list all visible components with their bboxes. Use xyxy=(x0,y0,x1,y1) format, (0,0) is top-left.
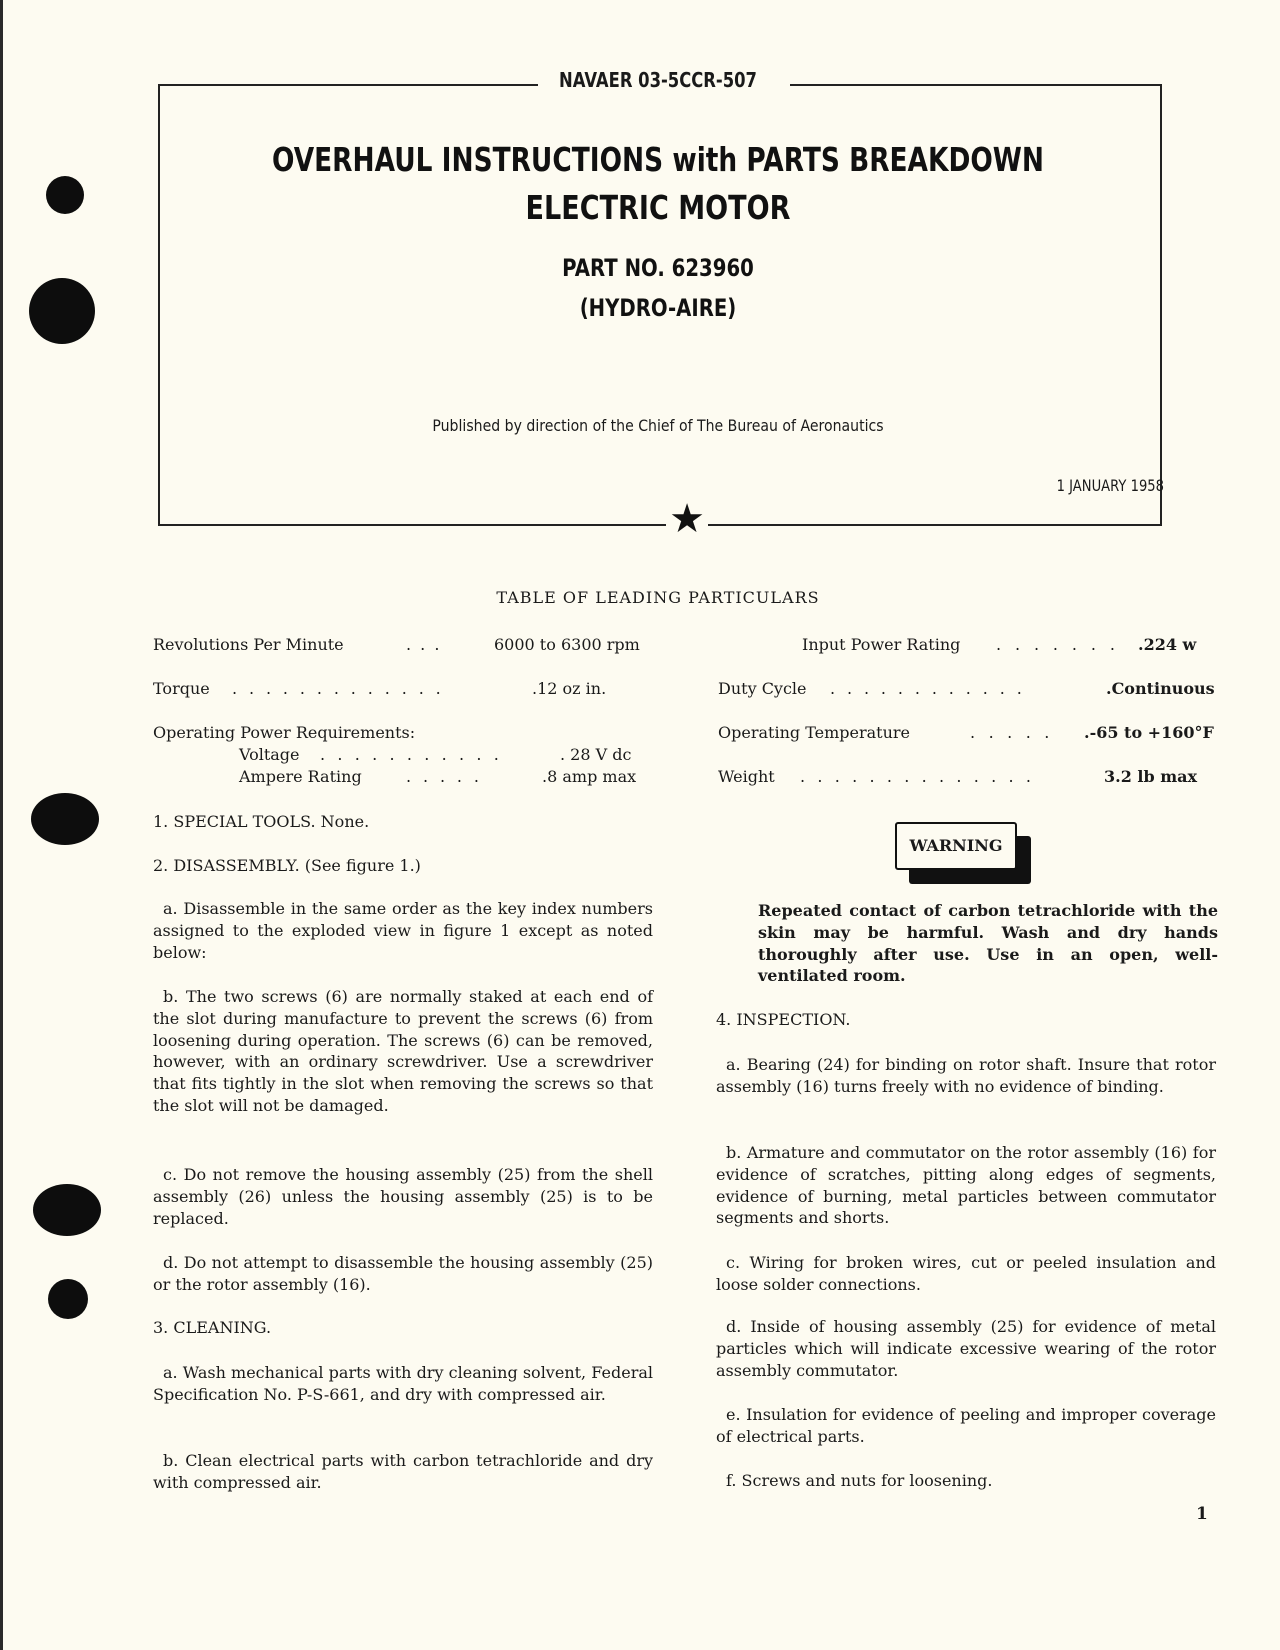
inspection-step-a: a. Bearing (24) for binding on rotor shaft. Insure that rotor assembly (16) turns freely with no evidence of binding. xyxy=(716,1055,1216,1096)
document-title: OVERHAUL INSTRUCTIONS with PARTS BREAKDOWN xyxy=(271,140,1045,179)
section-cleaning-heading: 3. CLEANING. xyxy=(153,1318,272,1337)
spec-value: .224 w xyxy=(1138,635,1197,654)
warning-text: Repeated contact of carbon tetrachloride with the skin may be harmful. Wash and dry hands thoroughly after use. Use in an open, well-ventilated room. xyxy=(758,901,1218,986)
section-disassembly-heading: 2. DISASSEMBLY. (See figure 1.) xyxy=(153,856,421,875)
spec-label: Ampere Rating xyxy=(239,767,362,786)
document-subject: ELECTRIC MOTOR xyxy=(525,188,791,227)
binder-hole xyxy=(48,1279,88,1319)
spec-dots: . . . . . xyxy=(970,723,1054,742)
spec-value: .-65 to +160°F xyxy=(1084,723,1214,742)
spec-value: 3.2 lb max xyxy=(1104,767,1198,786)
inspection-step-f: f. Screws and nuts for loosening. xyxy=(726,1471,993,1490)
document-number: NAVAER 03-5CCR-507 xyxy=(559,68,757,92)
spec-dots: . . . . . xyxy=(406,767,483,786)
spec-label: Input Power Rating xyxy=(802,635,961,654)
spec-dots: . . . . . . . . . . . . . . xyxy=(800,767,1035,786)
disassembly-step-a: a. Disassemble in the same order as the key index numbers assigned to the exploded view in figure 1 except as noted below: xyxy=(153,899,653,962)
spec-dots: . . . . . . . . . . . xyxy=(320,745,503,764)
spec-dots: . . . . . . . . . . . . xyxy=(830,679,1026,698)
spec-value: 6000 to 6300 rpm xyxy=(494,635,640,654)
page-number: 1 xyxy=(1196,1504,1208,1524)
binder-hole xyxy=(46,176,84,214)
publication-date: 1 JANUARY 1958 xyxy=(1056,476,1164,495)
page-spine-edge xyxy=(0,0,3,1650)
leading-particulars-title: TABLE OF LEADING PARTICULARS xyxy=(496,588,820,607)
spec-value: .Continuous xyxy=(1106,679,1215,698)
warning-label: WARNING xyxy=(895,822,1017,870)
spec-dots: . . . . . . . . . . . . . xyxy=(232,679,445,698)
spec-dots: . . . xyxy=(406,635,442,654)
section-special-tools: 1. SPECIAL TOOLS. None. xyxy=(153,812,370,831)
part-number: PART NO. 623960 xyxy=(562,254,754,282)
spec-label: Torque xyxy=(153,679,210,698)
cleaning-step-b: b. Clean electrical parts with carbon tetrachloride and dry with compressed air. xyxy=(153,1451,653,1492)
spec-value: .8 amp max xyxy=(542,767,637,786)
spec-label: Operating Power Requirements: xyxy=(153,723,416,742)
publisher-line: Published by direction of the Chief of The Bureau of Aeronautics xyxy=(432,416,884,435)
spec-label: Weight xyxy=(718,767,775,786)
manufacturer: (HYDRO-AIRE) xyxy=(579,294,737,322)
section-inspection-heading: 4. INSPECTION. xyxy=(716,1010,851,1029)
inspection-step-e: e. Insulation for evidence of peeling and improper coverage of electrical parts. xyxy=(716,1405,1216,1446)
inspection-step-c: c. Wiring for broken wires, cut or peeled insulation and loose solder connections. xyxy=(716,1253,1216,1294)
spec-label: Voltage xyxy=(239,745,300,764)
cleaning-step-a: a. Wash mechanical parts with dry cleaning solvent, Federal Specification No. P-S-661, and dry with compressed air. xyxy=(153,1363,653,1404)
spec-label: Operating Temperature xyxy=(718,723,911,742)
binder-hole xyxy=(29,278,95,344)
spec-value: . 28 V dc xyxy=(560,745,632,764)
disassembly-step-d: d. Do not attempt to disassemble the housing assembly (25) or the rotor assembly (16). xyxy=(153,1253,653,1294)
binder-hole xyxy=(31,793,99,845)
disassembly-step-c: c. Do not remove the housing assembly (25) from the shell assembly (26) unless the housing assembly (25) is to be replaced. xyxy=(153,1165,653,1228)
disassembly-step-b: b. The two screws (6) are normally staked at each end of the slot during manufacture to prevent the screws (6) from loosening during operation. The screws (6) can be removed, however, with an ordinary screwdriver. Use a screwdriver that fits tightly in the slot when removing the screws so that the slot will not be damaged. xyxy=(153,987,653,1115)
inspection-step-d: d. Inside of housing assembly (25) for evidence of metal particles which will indicate excessive wearing of the rotor assembly commutator. xyxy=(716,1317,1216,1380)
star-icon: ★ xyxy=(666,498,708,540)
binder-hole xyxy=(33,1184,101,1236)
inspection-step-b: b. Armature and commutator on the rotor assembly (16) for evidence of scratches, pitting along edges of segments, evidence of burning, metal particles between commutator segments and shorts. xyxy=(716,1143,1216,1228)
spec-value: .12 oz in. xyxy=(532,679,607,698)
spec-label: Duty Cycle xyxy=(718,679,807,698)
spec-dots: . . . . . . . xyxy=(996,635,1120,654)
spec-label: Revolutions Per Minute xyxy=(153,635,344,654)
